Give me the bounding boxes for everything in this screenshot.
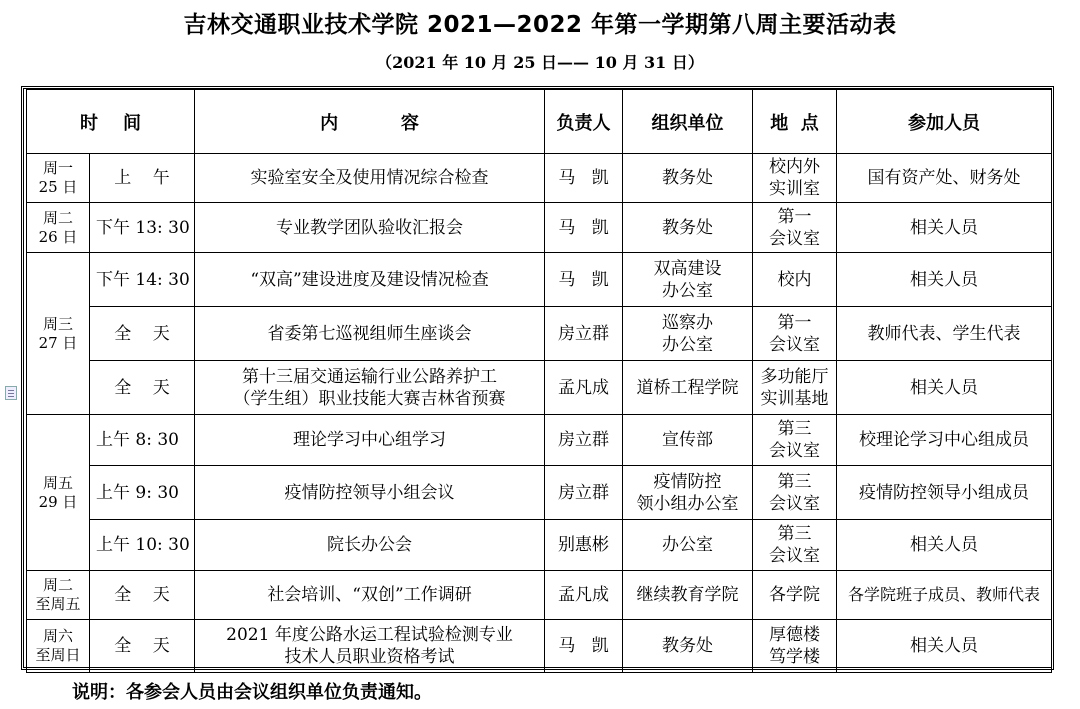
content-cell: 社会培训、“双创”工作调研 (195, 571, 545, 620)
table-row (27, 307, 1052, 361)
table-row (27, 203, 1052, 253)
page-title: 吉林交通职业技术学院 2021—2022 年第一学期第八周主要活动表 (183, 12, 897, 38)
org-cell: 办公室 (623, 520, 753, 571)
content-cell: 实验室安全及使用情况综合检查 (195, 154, 545, 203)
participants-cell: 相关人员 (837, 520, 1052, 571)
content-cell: 理论学习中心组学习 (195, 415, 545, 466)
owner-cell: 孟凡成 (545, 361, 623, 415)
table-row (27, 520, 1052, 571)
footnote: 说明：各参会人员由会议组织单位负责通知。 (72, 682, 432, 703)
participants-cell: 各学院班子成员、教师代表 (837, 571, 1052, 620)
day-cell: 周二 至周五 (27, 571, 90, 620)
participants-cell: 相关人员 (837, 253, 1052, 307)
org-cell: 双高建设 办公室 (623, 253, 753, 307)
table-header-row (27, 90, 1052, 154)
org-cell: 教务处 (623, 620, 753, 673)
org-cell: 巡察办 办公室 (623, 307, 753, 361)
day-cell: 周六 至周日 (27, 620, 90, 673)
owner-cell: 房立群 (545, 415, 623, 466)
place-cell: 校内 (753, 253, 837, 307)
time-cell: 下午 13: 30 (90, 203, 195, 253)
place-cell: 厚德楼 笃学楼 (753, 620, 837, 673)
owner-cell: 房立群 (545, 307, 623, 361)
participants-cell: 相关人员 (837, 620, 1052, 673)
org-cell: 继续教育学院 (623, 571, 753, 620)
time-cell: 全 天 (90, 620, 195, 673)
owner-cell: 马 凯 (545, 253, 623, 307)
day-cell: 周一 25 日 (27, 154, 90, 203)
owner-cell: 别惠彬 (545, 520, 623, 571)
time-cell: 上午 9: 30 (90, 466, 195, 520)
time-cell: 全 天 (90, 361, 195, 415)
place-cell: 多功能厅 实训基地 (753, 361, 837, 415)
time-cell: 上午 10: 30 (90, 520, 195, 571)
document-icon (5, 386, 17, 400)
day-cell: 周三 27 日 (27, 253, 90, 415)
owner-cell: 房立群 (545, 466, 623, 520)
table-row (27, 415, 1052, 466)
participants-cell: 相关人员 (837, 203, 1052, 253)
content-cell: 省委第七巡视组师生座谈会 (195, 307, 545, 361)
place-cell: 第一 会议室 (753, 203, 837, 253)
time-cell: 全 天 (90, 571, 195, 620)
time-cell: 上午 8: 30 (90, 415, 195, 466)
content-cell: 2021 年度公路水运工程试验检测专业 技术人员职业资格考试 (195, 620, 545, 673)
place-cell: 第三 会议室 (753, 520, 837, 571)
table-row (27, 571, 1052, 620)
org-cell: 教务处 (623, 154, 753, 203)
table-row (27, 620, 1052, 673)
content-cell: 疫情防控领导小组会议 (195, 466, 545, 520)
owner-cell: 孟凡成 (545, 571, 623, 620)
day-cell: 周五 29 日 (27, 415, 90, 571)
content-cell: 第十三届交通运输行业公路养护工 （学生组）职业技能大赛吉林省预赛 (195, 361, 545, 415)
content-cell: “双高”建设进度及建设情况检查 (195, 253, 545, 307)
time-cell: 下午 14: 30 (90, 253, 195, 307)
content-cell: 院长办公会 (195, 520, 545, 571)
header-participants: 参加人员 (837, 90, 1052, 154)
table-row (27, 466, 1052, 520)
owner-cell: 马 凯 (545, 620, 623, 673)
participants-cell: 疫情防控领导小组成员 (837, 466, 1052, 520)
place-cell: 校内外 实训室 (753, 154, 837, 203)
day-cell: 周二 26 日 (27, 203, 90, 253)
place-cell: 各学院 (753, 571, 837, 620)
owner-cell: 马 凯 (545, 154, 623, 203)
date-range: （2021 年 10 月 25 日—— 10 月 31 日） (376, 53, 704, 72)
activity-table (26, 89, 1052, 673)
org-cell: 教务处 (623, 203, 753, 253)
participants-cell: 校理论学习中心组成员 (837, 415, 1052, 466)
participants-cell: 相关人员 (837, 361, 1052, 415)
header-place: 地 点 (753, 90, 837, 154)
place-cell: 第三 会议室 (753, 415, 837, 466)
header-content: 内 容 (195, 90, 545, 154)
header-org: 组织单位 (623, 90, 753, 154)
header-owner: 负责人 (545, 90, 623, 154)
place-cell: 第三 会议室 (753, 466, 837, 520)
owner-cell: 马 凯 (545, 203, 623, 253)
org-cell: 宣传部 (623, 415, 753, 466)
table-row (27, 253, 1052, 307)
time-cell: 全 天 (90, 307, 195, 361)
time-cell: 上 午 (90, 154, 195, 203)
header-time: 时 间 (27, 90, 195, 154)
table-row (27, 154, 1052, 203)
place-cell: 第一 会议室 (753, 307, 837, 361)
org-cell: 疫情防控 领小组办公室 (623, 466, 753, 520)
org-cell: 道桥工程学院 (623, 361, 753, 415)
table-row (27, 361, 1052, 415)
participants-cell: 国有资产处、财务处 (837, 154, 1052, 203)
participants-cell: 教师代表、学生代表 (837, 307, 1052, 361)
content-cell: 专业教学团队验收汇报会 (195, 203, 545, 253)
